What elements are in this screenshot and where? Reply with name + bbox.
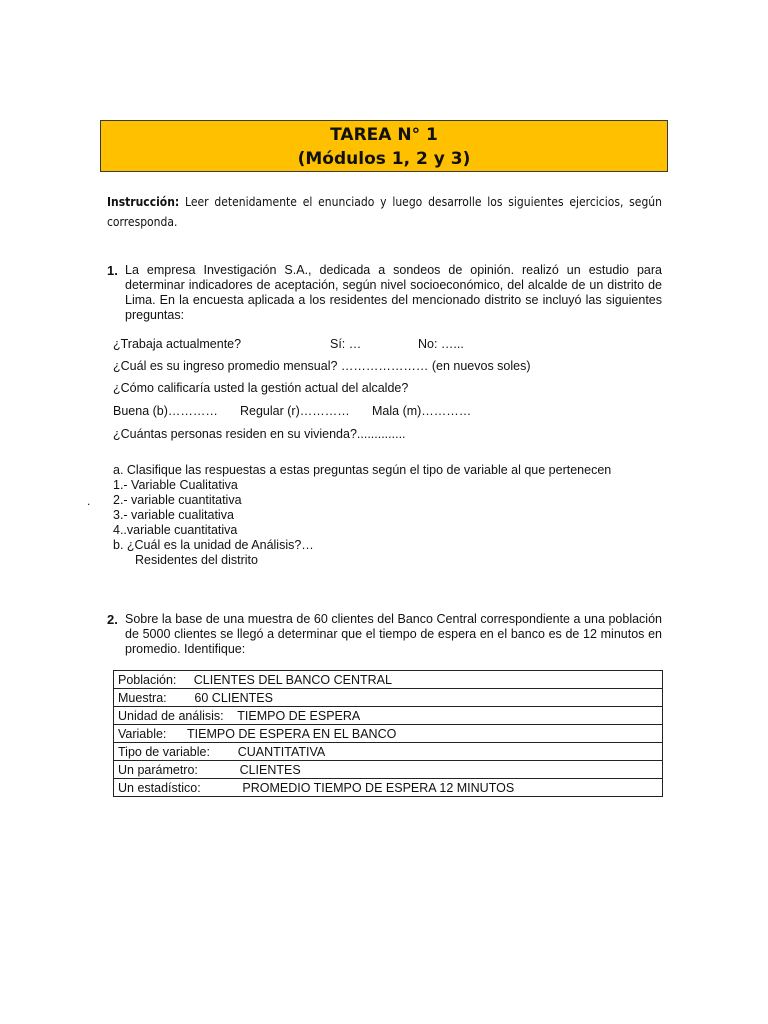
survey-mala: Mala (m)………… [372,404,472,418]
survey-personas: ¿Cuántas personas residen en su vivienda?.............. [113,427,406,441]
answer-2: 2.- variable cuantitativa [113,493,242,507]
title-line-2: (Módulos 1, 2 y 3) [297,149,471,169]
answer-4: 4..variable cuantitativa [113,523,238,537]
q2-text: Sobre la base de una muestra de 60 clientes del Banco Central correspondiente a una población de 5000 clientes se llegó a determinar que el tiempo de espera en el banco es de 12 minutos en promedio. Identifique: [125,612,662,656]
table-cell-poblacion: Población: CLIENTES DEL BANCO CENTRAL [114,671,663,689]
table-cell-muestra: Muestra: 60 CLIENTES [114,689,663,707]
survey-no: No: …... [418,337,464,351]
answer-3: 3.- variable cualitativa [113,508,234,522]
table-row [114,779,663,797]
survey-regular: Regular (r)………… [240,404,350,418]
survey-trabaja: ¿Trabaja actualmente? [113,337,242,351]
table-cell-unidad: Unidad de análisis: TIEMPO DE ESPERA [114,707,663,725]
q1-text: La empresa Investigación S.A., dedicada a sondeos de opinión. realizó un estudio para determinar indicadores de aceptación, según nivel socioeconómico, del alcalde de un distrito de Lima. En la encuesta aplicada a los residentes del mencionado distrito se incluyó las siguientes preguntas: [125,263,662,322]
answer-1: 1.- Variable Cualitativa [113,478,238,492]
table-row [114,761,663,779]
table-row [114,725,663,743]
survey-buena: Buena (b)………… [113,404,218,418]
table-row [114,689,663,707]
table-cell-variable: Variable: TIEMPO DE ESPERA EN EL BANCO [114,725,663,743]
table-row [114,671,663,689]
stray-mark: . [87,494,91,508]
part-b-prompt: b. ¿Cuál es la unidad de Análisis?… [113,538,314,552]
table-row [114,707,663,725]
table-row [114,743,663,761]
survey-ingreso: ¿Cuál es su ingreso promedio mensual? ………………… (en nuevos soles) [113,359,531,373]
part-a-prompt: a. Clasifique las respuestas a estas preguntas según el tipo de variable al que pertenecen [113,463,612,477]
table-cell-tipo: Tipo de variable: CUANTITATIVA [114,743,663,761]
q2-number: 2. [107,612,118,627]
q1-number: 1. [107,263,118,278]
instruction-label: Instrucción: [107,195,180,209]
identification-table [113,670,663,797]
table-cell-parametro: Un parámetro: CLIENTES [114,761,663,779]
table-cell-estadistico: Un estadístico: PROMEDIO TIEMPO DE ESPERA 12 MINUTOS [114,779,663,797]
instruction [107,192,662,232]
survey-gestion: ¿Cómo calificaría usted la gestión actual del alcalde? [113,381,409,395]
part-b-answer: Residentes del distrito [135,553,258,567]
survey-si: Sí: … [330,337,362,351]
title-box [100,120,668,172]
instruction-text: Leer detenidamente el enunciado y luego desarrolle los siguientes ejercicios, según corresponda. [107,195,662,229]
title-line-1: TAREA N° 1 [330,125,438,145]
